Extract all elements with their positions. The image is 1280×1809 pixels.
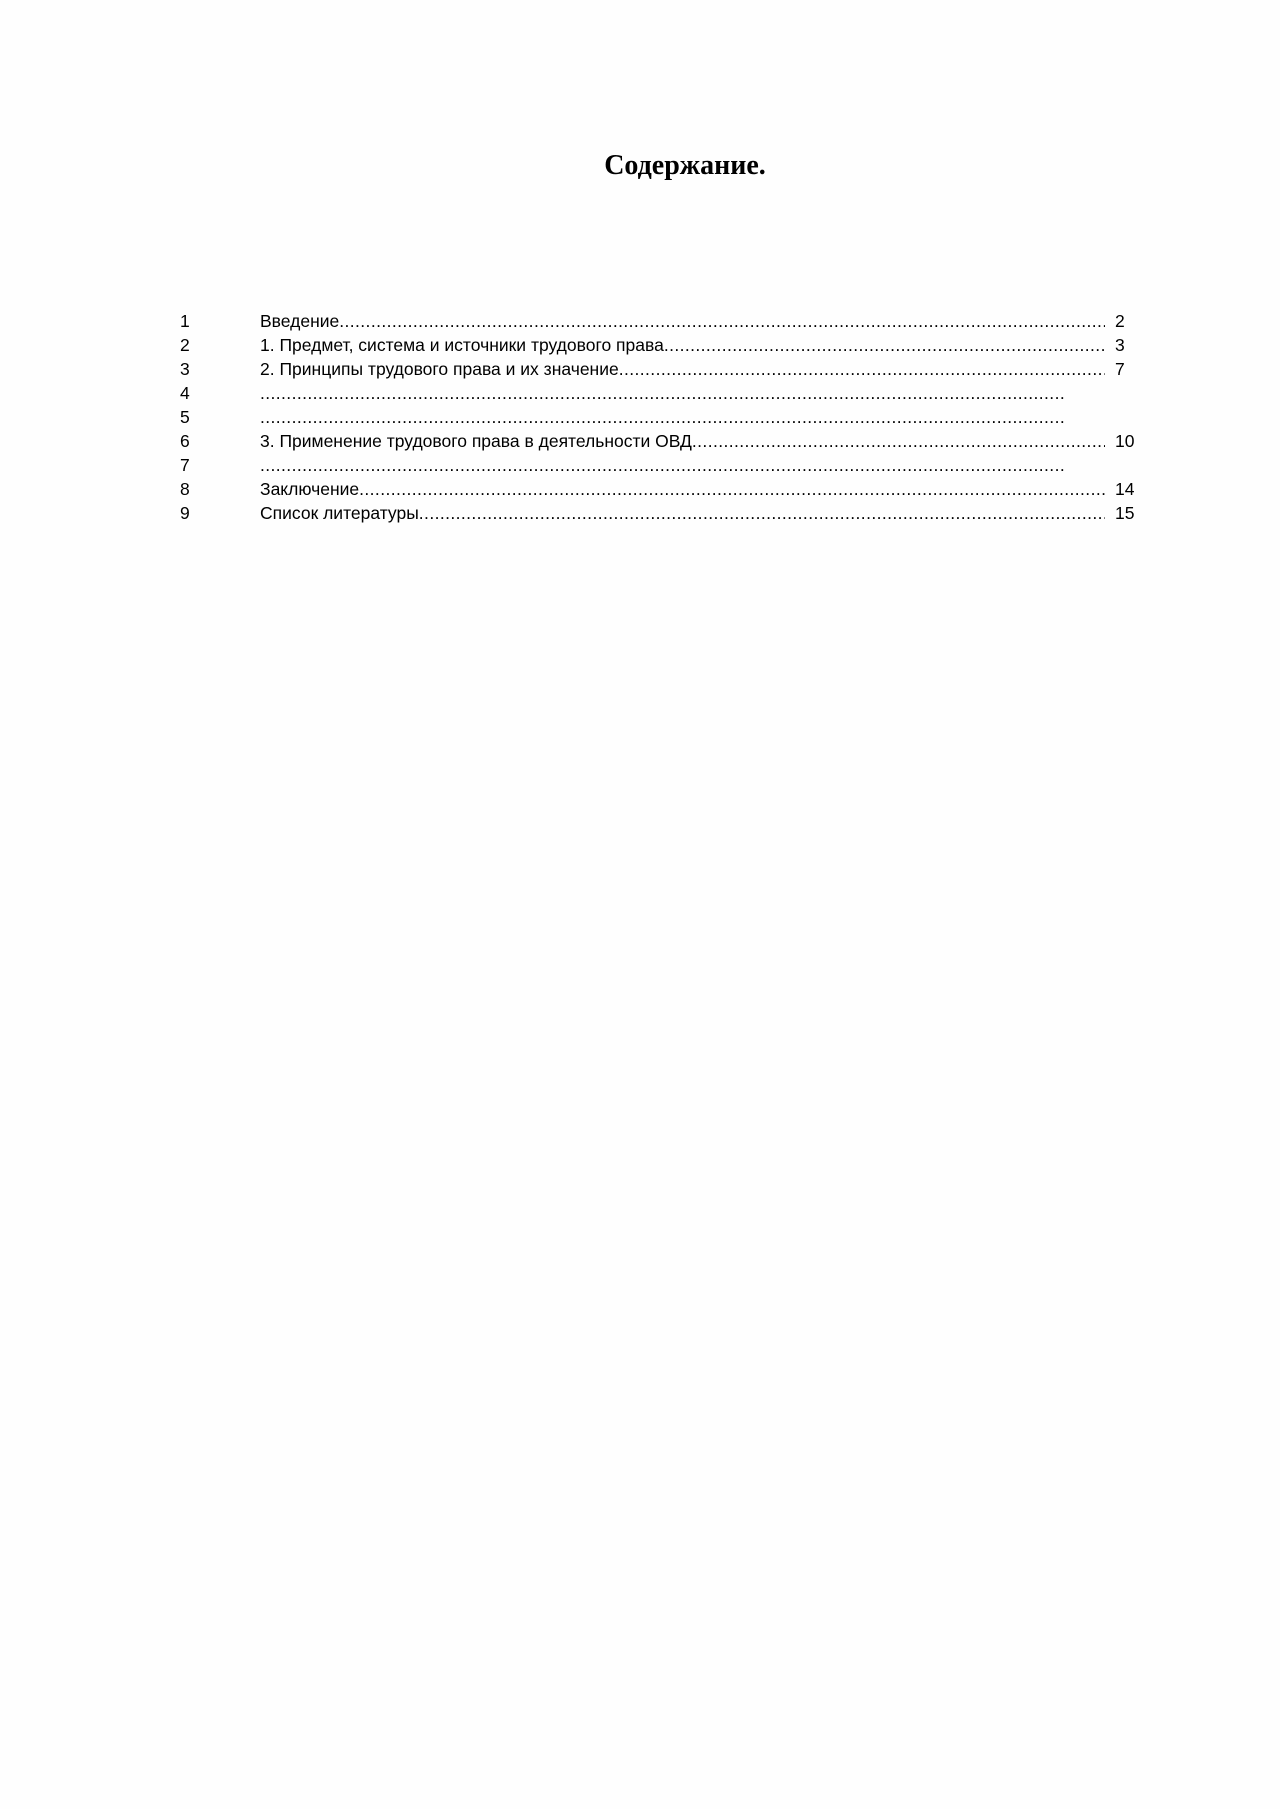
toc-line-number: 5 xyxy=(180,407,190,427)
page-title: Содержание. xyxy=(604,150,766,181)
toc-row xyxy=(180,429,1140,453)
toc-page-number: 10 xyxy=(1115,431,1135,451)
toc-leader-dots xyxy=(359,477,1105,501)
toc-entry-text: 3. Применение трудового права в деятельности ОВД xyxy=(260,431,692,451)
toc-entry-text: 2. Принципы трудового права и их значение xyxy=(260,359,619,379)
toc-row xyxy=(180,477,1140,501)
toc-page-number: 15 xyxy=(1115,503,1135,523)
toc-row xyxy=(180,357,1140,381)
toc-row xyxy=(180,453,1140,477)
toc-entry-text: Список литературы xyxy=(260,503,419,523)
toc-line-number: 3 xyxy=(180,359,190,379)
toc-leader-dots xyxy=(692,429,1105,453)
toc-line-number: 8 xyxy=(180,479,190,499)
toc-leader-dots xyxy=(419,501,1105,525)
toc-leader-dots xyxy=(339,309,1105,333)
toc-entry-text: 1. Предмет, система и источники трудового права xyxy=(260,335,664,355)
toc-leader-dots xyxy=(260,381,1065,405)
table-of-contents xyxy=(180,309,1140,525)
toc-line-number: 1 xyxy=(180,311,190,331)
toc-entry[interactable] xyxy=(260,405,1065,429)
toc-row xyxy=(180,405,1140,429)
toc-line-number: 2 xyxy=(180,335,190,355)
toc-page-number: 2 xyxy=(1115,311,1125,331)
toc-entry[interactable] xyxy=(260,381,1065,405)
toc-line-number: 9 xyxy=(180,503,190,523)
toc-entry[interactable] xyxy=(260,429,1105,453)
toc-entry[interactable] xyxy=(260,477,1105,501)
toc-entry[interactable] xyxy=(260,453,1065,477)
toc-leader-dots xyxy=(260,453,1065,477)
toc-row xyxy=(180,333,1140,357)
toc-entry[interactable] xyxy=(260,501,1105,525)
toc-page-number: 14 xyxy=(1115,479,1135,499)
toc-entry[interactable] xyxy=(260,309,1105,333)
toc-line-number: 6 xyxy=(180,431,190,451)
toc-entry[interactable] xyxy=(260,333,1105,357)
toc-row xyxy=(180,309,1140,333)
toc-page-number: 7 xyxy=(1115,359,1125,379)
toc-page-number: 3 xyxy=(1115,335,1125,355)
toc-entry[interactable] xyxy=(260,357,1105,381)
toc-entry-text: Заключение xyxy=(260,479,360,499)
toc-leader-dots xyxy=(664,333,1105,357)
toc-line-number: 4 xyxy=(180,383,190,403)
toc-row xyxy=(180,501,1140,525)
toc-line-number: 7 xyxy=(180,455,190,475)
toc-row xyxy=(180,381,1140,405)
toc-entry-text: Введение xyxy=(260,311,340,331)
toc-leader-dots xyxy=(260,405,1065,429)
toc-leader-dots xyxy=(619,357,1105,381)
